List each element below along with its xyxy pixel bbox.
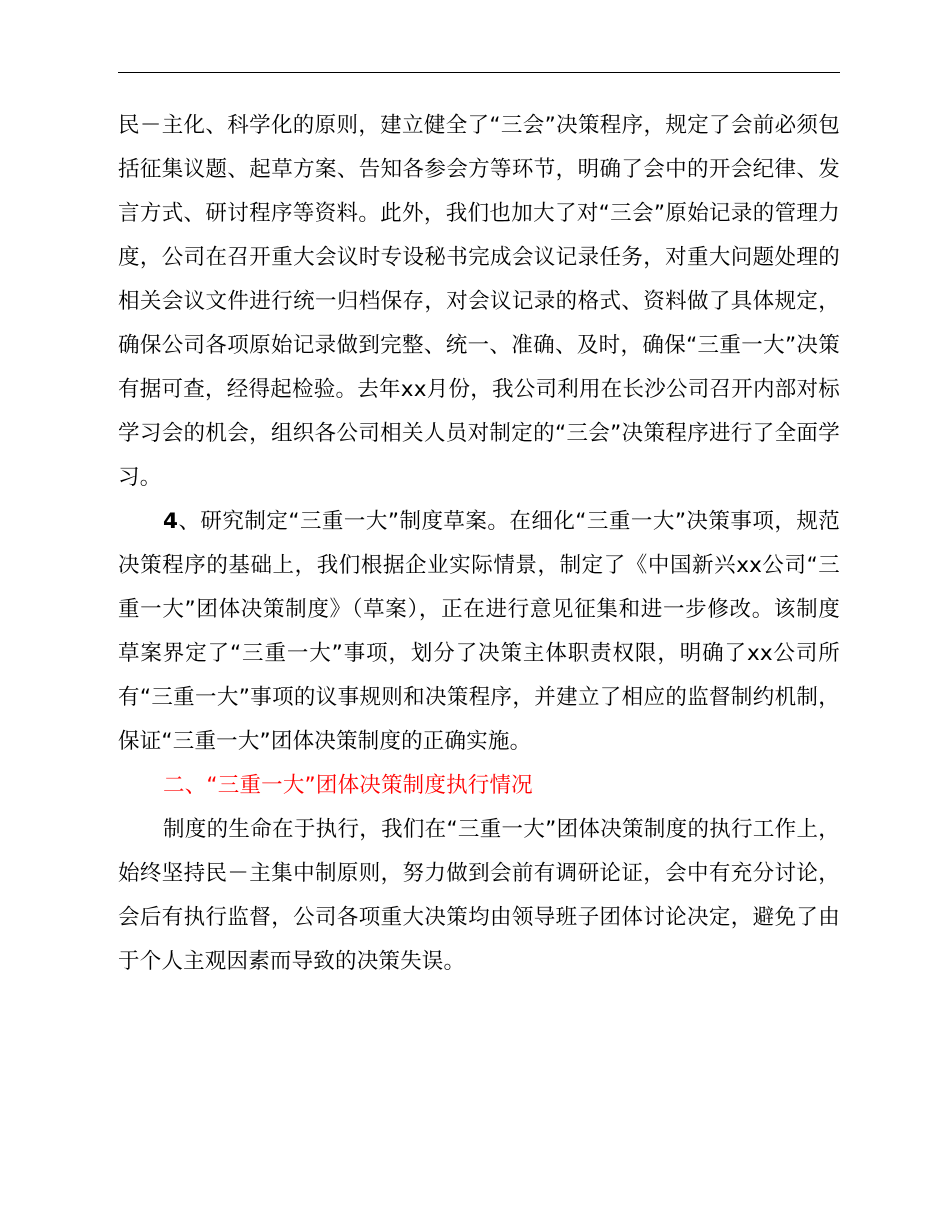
item-4-title: 、研究制定“三重一大”制度草案。 — [178, 509, 510, 534]
item-4-body: 在细化“三重一大”决策事项，规范决策程序的基础上，我们根据企业实际情景，制定了《中国新兴xx公司“三重一大”团体决策制度》（草案），正在进行意见征集和进一步修改。该制度草案界定了“三重一大”事项，划分了决策主体职责权限，明确了xx公司所有“三重一大”事项的议事规则和决策程序，并建立了相应的监督制约机制，保证“三重一大”团体决策制度的正确实施。 — [118, 509, 840, 754]
header-rule — [118, 72, 840, 73]
section-2-heading: 二、“三重一大”团体决策制度执行情况 — [163, 773, 533, 798]
paragraph-continued: 民－主化、科学化的原则，建立健全了“三会”决策程序，规定了会前必须包括征集议题、起草方案、告知各参会方等环节，明确了会中的开会纪律、发言方式、研讨程序等资料。此外，我们也加大了对“三会”原始记录的管理力度，公司在召开重大会议时专设秘书完成会议记录任务，对重大问题处理的相关会议文件进行统一归档保存，对会议记录的格式、资料做了具体规定，确保公司各项原始记录做到完整、统一、准确、及时，确保“三重一大”决策有据可查，经得起检验。去年xx月份，我公司利用在长沙公司召开内部对标学习会的机会，组织各公司相关人员对制定的“三会”决策程序进行了全面学习。 — [118, 113, 840, 490]
paragraph-item-4 — [118, 500, 840, 764]
section-2-paragraph: 制度的生命在于执行，我们在“三重一大”团体决策制度的执行工作上，始终坚持民－主集中制原则，努力做到会前有调研论证，会中有充分讨论，会后有执行监督，公司各项重大决策均由领导班子团体讨论决定，避免了由于个人主观因素而导致的决策失误。 — [118, 817, 840, 974]
document-body — [118, 104, 840, 984]
item-4-number: 4 — [163, 509, 179, 534]
